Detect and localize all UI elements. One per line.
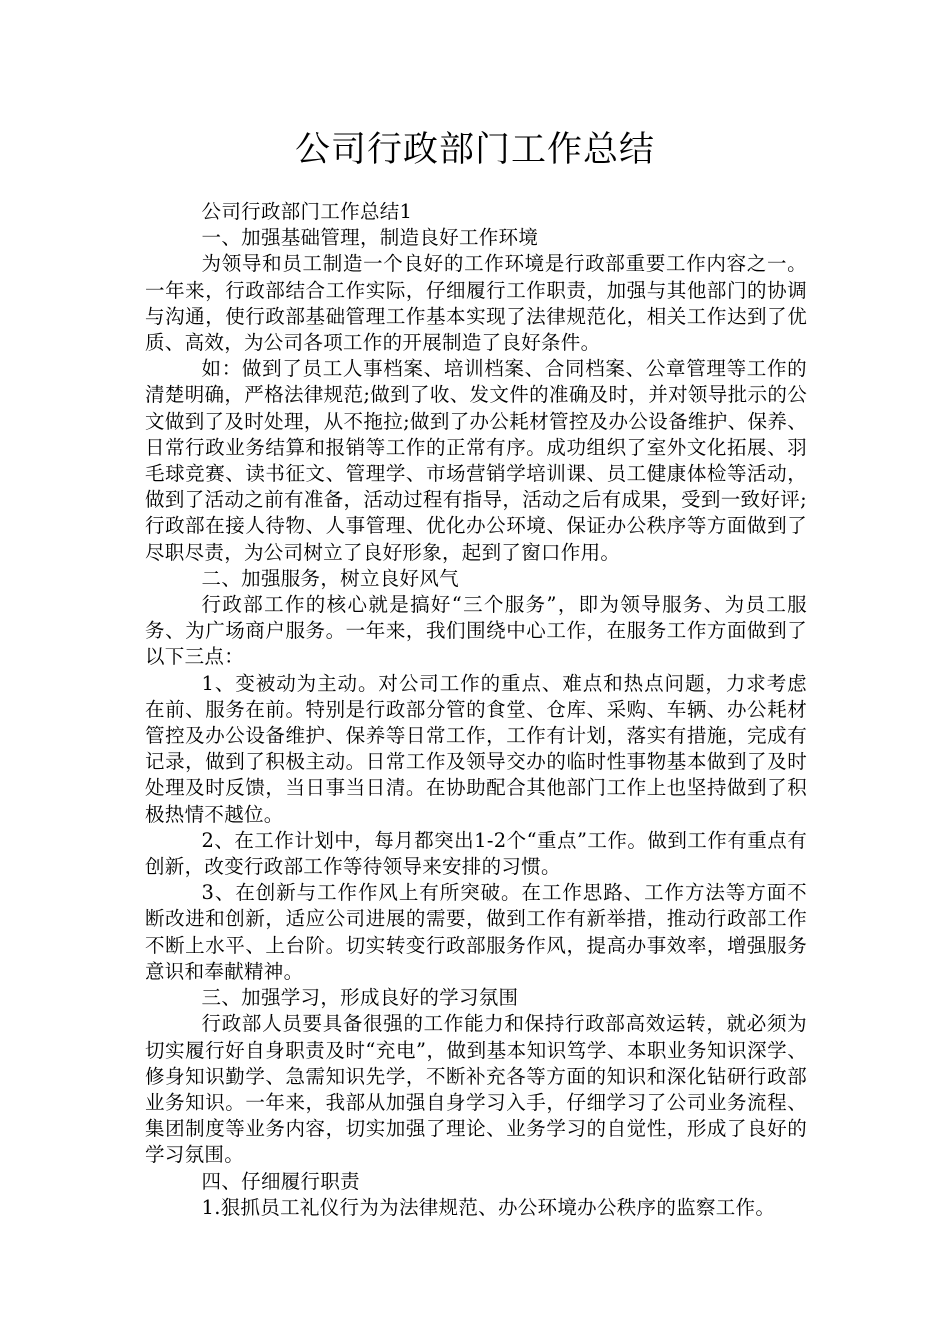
section-heading-4: 四、仔细履行职责 — [201, 1169, 360, 1193]
paragraph-5: 2、在工作计划中，每月都突出1-2个“重点”工作。做到工作有重点有创新，改变行政部工作等待领导来安排的习惯。 — [145, 828, 807, 879]
paragraph-6: 3、在创新与工作作风上有所突破。在工作思路、工作方法等方面不断改进和创新，适应公司进展的需要，做到工作有新举措，推动行政部工作不断上水平、上台阶。切实转变行政部服务作风，提高办事效率，增强服务意识和奉献精神。 — [145, 881, 807, 983]
section-heading-1: 一、加强基础管理，制造良好工作环境 — [201, 226, 539, 250]
paragraph-7: 行政部人员要具备很强的工作能力和保持行政部高效运转，就必须为切实履行好自身职责及时“充电”，做到基本知识笃学、本职业务知识深学、修身知识勤学、急需知识先学，不断补充各等方面的知识和深化钻研行政部业务知识。一年来，我部从加强自身学习入手，仔细学习了公司业务流程、集团制度等业务内容，切实加强了理论、业务学习的自觉性，形成了良好的学习氛围。 — [145, 1012, 807, 1167]
document-body — [145, 199, 807, 1221]
paragraph-1: 为领导和员工制造一个良好的工作环境是行政部重要工作内容之一。一年来，行政部结合工作实际，仔细履行工作职责，加强与其他部门的协调与沟通，使行政部基础管理工作基本实现了法律规范化，相关工作达到了优质、高效，为公司各项工作的开展制造了良好条件。 — [145, 252, 807, 355]
section-heading-3: 三、加强学习，形成良好的学习氛围 — [201, 986, 519, 1010]
document-title: 公司行政部门工作总结 — [294, 130, 655, 170]
paragraph-8: 1.狠抓员工礼仪行为为法律规范、办公环境办公秩序的监察工作。 — [201, 1195, 776, 1219]
document-subtitle: 公司行政部门工作总结1 — [201, 200, 413, 223]
paragraph-2: 如：做到了员工人事档案、培训档案、合同档案、公章管理等工作的清楚明确，严格法律规范;做到了收、发文件的准确及时，并对领导批示的公文做到了及时处理，从不拖拉;做到了办公耗材管控及办公设备维护、保养、日常行政业务结算和报销等工作的正常有序。成功组织了室外文化拓展、羽毛球竞赛、读书征文、管理学、市场营销学培训课、员工健康体检等活动，做到了活动之前有准备，活动过程有指导，活动之后有成果，受到一致好评;行政部在接人待物、人事管理、优化办公环境、保证办公秩序等方面做到了尽职尽责，为公司树立了良好形象，起到了窗口作用。 — [145, 357, 807, 564]
paragraph-4: 1、变被动为主动。对公司工作的重点、难点和热点问题，力求考虑在前、服务在前。特别是行政部分管的食堂、仓库、采购、车辆、办公耗材管控及办公设备维护、保养等日常工作，工作有计划，落实有措施，完成有记录，做到了积极主动。日常工作及领导交办的临时性事物基本做到了及时处理及时反馈，当日事当日清。在协助配合其他部门工作上也坚持做到了积极热情不越位。 — [145, 671, 807, 826]
section-heading-2: 二、加强服务，树立良好风气 — [201, 566, 459, 590]
paragraph-3: 行政部工作的核心就是搞好“三个服务”，即为领导服务、为员工服务、为广场商户服务。一年来，我们围绕中心工作，在服务工作方面做到了以下三点： — [145, 593, 807, 669]
